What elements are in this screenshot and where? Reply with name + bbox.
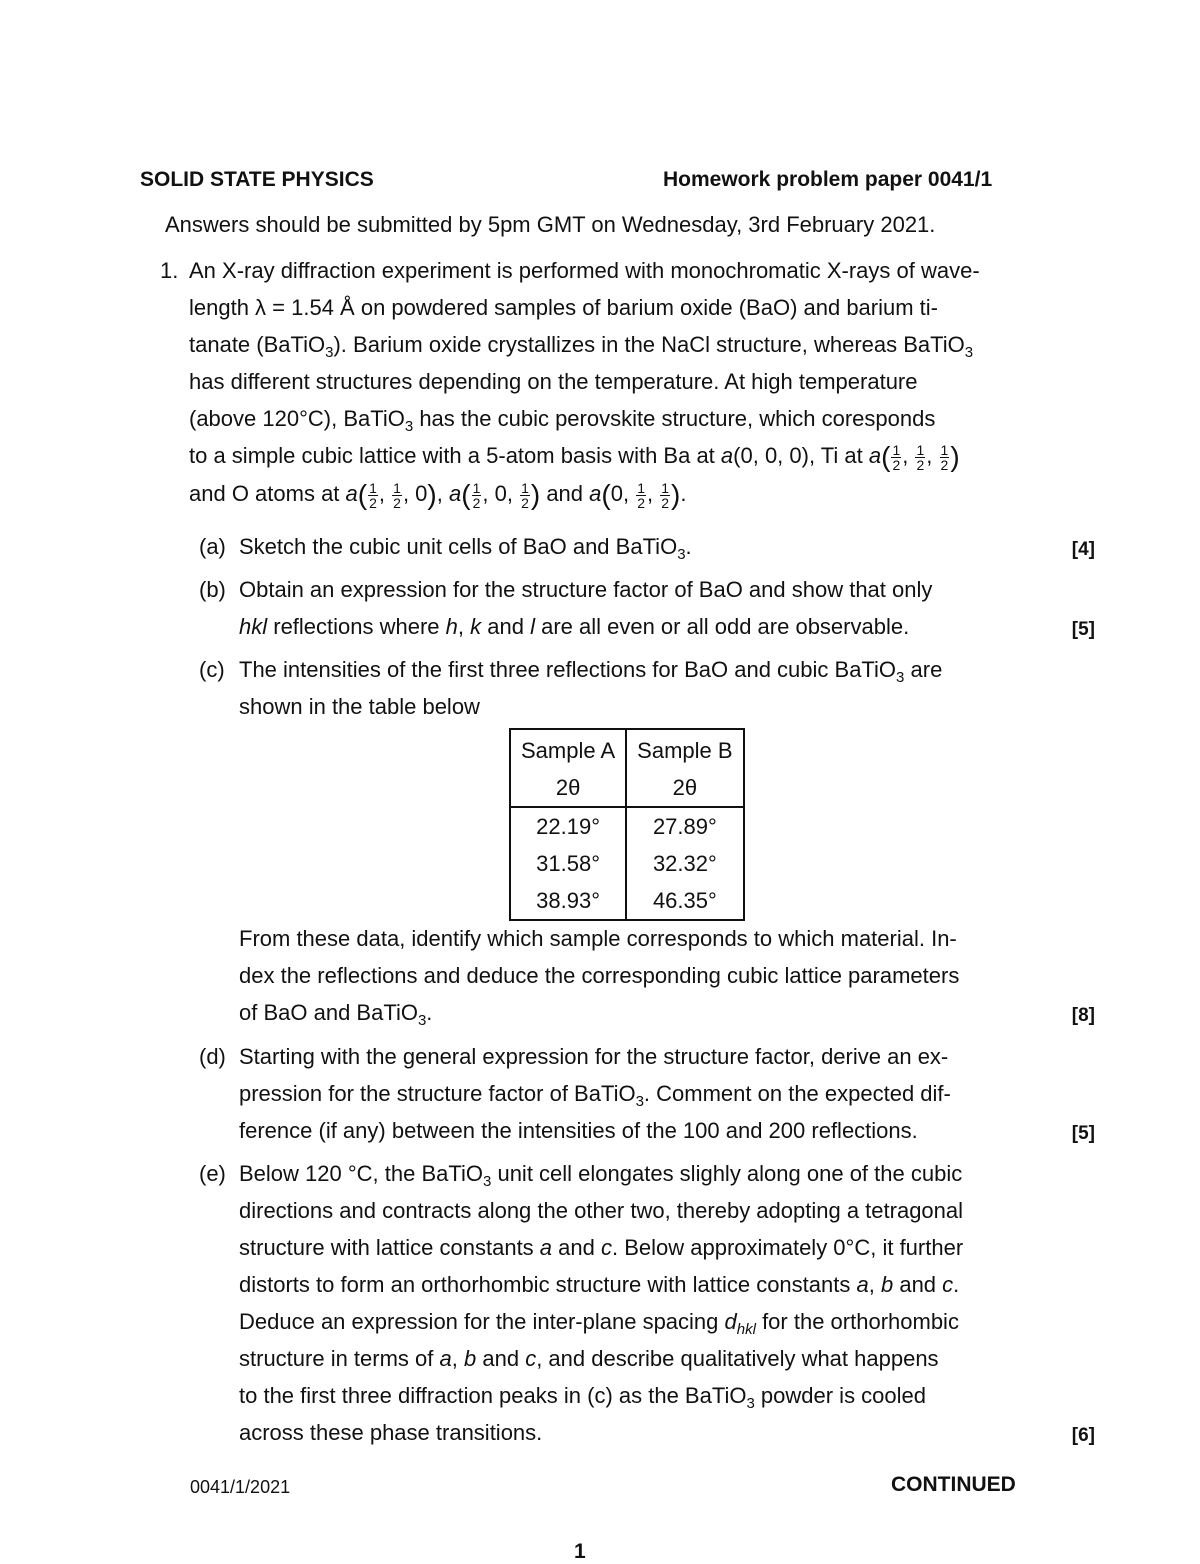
part-d-marks: [5] — [1071, 1123, 1095, 1144]
intro-line-6: to a simple cubic lattice with a 5-atom basis with Ba at a(0, 0, 0), Ti at a( $\frac{1}{2}$ , $\frac{1}{2}$ , $\frac{1}{2}$ ) — [189, 441, 960, 473]
table-subheader-a: 2θ — [510, 769, 626, 807]
part-e-label: (e) — [199, 1161, 226, 1186]
footer-continued: CONTINUED — [891, 1473, 1016, 1496]
part-e-line-5: Deduce an expression for the inter-plane spacing $d_{hkl}$ for the orthorhombic — [239, 1309, 959, 1338]
part-b-line-1: Obtain an expression for the structure factor of BaO and show that only — [239, 577, 933, 602]
table-row — [510, 845, 744, 882]
table-header-sample-b: Sample B — [626, 729, 743, 769]
intro-line-2: length λ = 1.54 Å on powdered samples of barium oxide (BaO) and barium ti- — [189, 295, 939, 320]
part-e-line-6: structure in terms of a, b and c, and describe qualitatively what happens — [239, 1346, 939, 1371]
part-b-label: (b) — [199, 577, 226, 602]
footer-code: 0041/1/2021 — [190, 1477, 291, 1497]
table-row — [510, 807, 744, 845]
part-d-line-3: ference (if any) between the intensities of the 100 and 200 reflections. — [239, 1118, 918, 1143]
table-cell: 22.19° — [510, 807, 626, 845]
part-c-after-3: of BaO and BaTiO$_3$. — [239, 1000, 433, 1029]
table-cell: 27.89° — [626, 807, 743, 845]
table-cell: 32.32° — [626, 845, 743, 882]
table-cell: 38.93° — [510, 882, 626, 920]
part-c-after-2: dex the reflections and deduce the corresponding cubic lattice parameters — [239, 963, 960, 988]
question-number: 1. — [160, 258, 179, 283]
part-e-line-3: structure with lattice constants a and c. Below approximately 0°C, it further — [239, 1235, 964, 1260]
part-d-label: (d) — [199, 1044, 226, 1069]
part-a-label: (a) — [199, 534, 226, 559]
table-cell: 46.35° — [626, 882, 743, 920]
intro-line-3: tanate (BaTiO$_3$). Barium oxide crystallizes in the NaCl structure, whereas BaTiO$_3$ — [189, 332, 974, 361]
part-b-line-2: hkl reflections where h, k and l are all even or all odd are observable. — [239, 614, 910, 639]
part-c-after-1: From these data, identify which sample corresponds to which material. In- — [239, 926, 957, 951]
part-e-line-1: Below 120 °C, the BaTiO$_3$ unit cell elongates slighly along one of the cubic — [239, 1161, 963, 1190]
part-d-line-2: pression for the structure factor of BaTiO$_3$. Comment on the expected dif- — [239, 1081, 951, 1110]
part-e-line-2: directions and contracts along the other two, thereby adopting a tetragonal — [239, 1198, 964, 1223]
part-c-label: (c) — [199, 657, 225, 682]
page-number: 1 — [574, 1540, 586, 1563]
diffraction-table — [509, 728, 745, 921]
intro-line-1: An X-ray diffraction experiment is performed with monochromatic X-rays of wave- — [189, 258, 980, 283]
part-a-marks: [4] — [1071, 539, 1095, 560]
part-c-line-2: shown in the table below — [239, 694, 480, 719]
intro-line-7: and O atoms at a( $\frac{1}{2}$ , $\frac{1}{2}$ , 0), a( $\frac{1}{2}$ , 0, $\frac{1}{2}$ ) and a(0, $\frac{1}{2}$ , $\frac{1}{2}$ ). — [189, 479, 687, 511]
paper-title: Homework problem paper 0041/1 — [663, 168, 993, 191]
table-subheader-b: 2θ — [626, 769, 743, 807]
deadline-text: Answers should be submitted by 5pm GMT on Wednesday, 3rd February 2021. — [165, 212, 936, 237]
part-c-marks: [8] — [1071, 1005, 1095, 1026]
part-e-line-4: distorts to form an orthorhombic structure with lattice constants a, b and c. — [239, 1272, 960, 1297]
part-b-marks: [5] — [1071, 619, 1095, 640]
part-e-marks: [6] — [1071, 1425, 1095, 1446]
part-e-line-8: across these phase transitions. — [239, 1420, 543, 1445]
part-c-line-1: The intensities of the first three reflections for BaO and cubic BaTiO$_3$ are — [239, 657, 943, 686]
table-row — [510, 882, 744, 920]
part-e-line-7: to the first three diffraction peaks in (c) as the BaTiO$_3$ powder is cooled — [239, 1383, 927, 1412]
intro-line-4: has different structures depending on the temperature. At high temperature — [189, 369, 918, 394]
table-cell: 31.58° — [510, 845, 626, 882]
part-d-line-1: Starting with the general expression for the structure factor, derive an ex- — [239, 1044, 949, 1069]
course-title: SOLID STATE PHYSICS — [140, 168, 374, 191]
intro-line-5: (above 120°C), BaTiO$_3$ has the cubic perovskite structure, which coresponds — [189, 406, 936, 435]
table-header-sample-a: Sample A — [510, 729, 626, 769]
part-a-text: Sketch the cubic unit cells of BaO and BaTiO$_3$. — [239, 534, 692, 563]
